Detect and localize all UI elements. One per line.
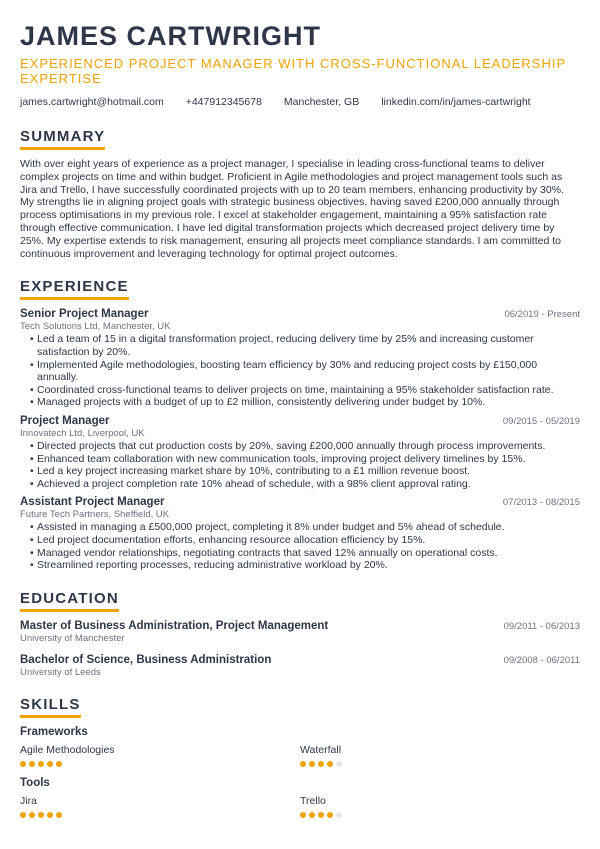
rating-dot-filled: [327, 812, 333, 818]
contact-row: [20, 96, 580, 108]
job-bullet: • Led a team of 15 in a digital transformation project, reducing delivery time by 25% and increasing customer satisfaction by 20%.: [30, 333, 580, 358]
job-bullet: • Streamlined reporting processes, reducing administrative workload by 20%.: [30, 559, 580, 572]
skill-rating: [300, 761, 580, 767]
rating-dot-filled: [318, 812, 324, 818]
degree-title: Bachelor of Science, Business Administration: [20, 653, 272, 666]
school-name: University of Leeds: [20, 666, 101, 678]
rating-dot-filled: [327, 761, 333, 767]
job-entry: [20, 415, 580, 490]
rating-dot-filled: [300, 761, 306, 767]
rating-dot-filled: [309, 761, 315, 767]
job-entry: [20, 308, 580, 409]
summary-section: [20, 128, 580, 260]
section-title-education: EDUCATION: [20, 590, 119, 612]
skill-item: [20, 744, 300, 767]
job-dates: 07/2013 - 08/2015: [502, 497, 580, 509]
education-entry: [20, 654, 580, 678]
rating-dot-filled: [47, 812, 53, 818]
section-title-summary: SUMMARY: [20, 128, 105, 150]
job-company: Future Tech Partners, Sheffield, UK: [20, 509, 170, 521]
section-title-experience: EXPERIENCE: [20, 278, 129, 300]
rating-dot-filled: [56, 812, 62, 818]
skill-item: [20, 795, 300, 818]
rating-dot-empty: [336, 812, 342, 818]
job-bullet: • Enhanced team collaboration with new communication tools, improving project delivery timelines by 15%.: [30, 453, 580, 466]
job-dates: 09/2015 - 05/2019: [502, 415, 580, 427]
job-company: Innovatech Ltd, Liverpool, UK: [20, 427, 145, 439]
education-dates: 09/2011 - 06/2013: [503, 620, 580, 632]
job-company: Tech Solutions Ltd, Manchester, UK: [20, 321, 171, 333]
education-entry: [20, 620, 580, 644]
experience-section: [20, 278, 580, 571]
job-dates: 06/2019 - Present: [504, 309, 580, 321]
skills-row: [20, 744, 580, 767]
job-bullet: • Achieved a project completion rate 10% ahead of schedule, with a 98% client approval rating.: [30, 478, 580, 491]
rating-dot-empty: [336, 761, 342, 767]
job-entry: [20, 496, 580, 571]
job-bullet: • Implemented Agile methodologies, boosting team efficiency by 30% and reducing project costs by £150,000 annually.: [30, 359, 580, 384]
education-dates: 09/2008 - 06/2011: [503, 654, 580, 666]
rating-dot-filled: [300, 812, 306, 818]
skill-name: Waterfall: [300, 743, 342, 756]
skills-group-title: Tools: [20, 776, 50, 789]
job-bullet: • Managed vendor relationships, negotiating contracts that saved 12% annually on operational costs.: [30, 547, 580, 560]
location-text: Manchester, GB: [283, 96, 360, 108]
job-title: Senior Project Manager: [20, 308, 149, 321]
rating-dot-filled: [38, 812, 44, 818]
skill-name: Trello: [300, 794, 326, 807]
rating-dot-filled: [56, 761, 62, 767]
rating-dot-filled: [20, 812, 26, 818]
email-link[interactable]: james.cartwright@hotmail.com: [20, 96, 164, 108]
rating-dot-filled: [29, 812, 35, 818]
job-bullet: • Led project documentation efforts, enhancing resource allocation efficiency by 15%.: [30, 534, 580, 547]
job-bullet: • Managed projects with a budget of up to £2 million, consistently delivering under budget by 10%.: [30, 396, 580, 409]
school-name: University of Manchester: [20, 632, 125, 644]
skill-rating: [300, 812, 580, 818]
rating-dot-filled: [318, 761, 324, 767]
rating-dot-filled: [20, 761, 26, 767]
skills-section: [20, 696, 580, 818]
degree-title: Master of Business Administration, Project Management: [20, 619, 329, 632]
rating-dot-filled: [38, 761, 44, 767]
job-bullet: • Led a key project increasing market share by 10%, contributing to a £1 million revenue boost.: [30, 465, 580, 478]
job-title: Project Manager: [20, 414, 110, 427]
skill-rating: [20, 812, 300, 818]
job-bullet: • Directed projects that cut production costs by 20%, saving £200,000 annually through process improvements.: [30, 440, 580, 453]
job-bullets: [20, 440, 580, 490]
skills-row: [20, 795, 580, 818]
section-title-skills: SKILLS: [20, 696, 81, 718]
headline: EXPERIENCED PROJECT MANAGER WITH CROSS-FUNCTIONAL LEADERSHIP EXPERTISE: [20, 56, 566, 86]
job-bullets: [20, 333, 580, 409]
skill-item: [300, 744, 580, 767]
linkedin-link[interactable]: linkedin.com/in/james-cartwright: [381, 96, 531, 108]
phone-text: +447912345678: [185, 96, 262, 108]
rating-dot-filled: [309, 812, 315, 818]
education-section: [20, 590, 580, 678]
skills-group-title: Frameworks: [20, 725, 88, 738]
job-title: Assistant Project Manager: [20, 496, 165, 509]
skill-item: [300, 795, 580, 818]
rating-dot-filled: [47, 761, 53, 767]
job-bullet: • Assisted in managing a £500,000 project, completing it 8% under budget and 5% ahead of schedule.: [30, 521, 580, 534]
skill-rating: [20, 761, 300, 767]
job-bullet: • Coordinated cross-functional teams to deliver projects on time, maintaining a 95% stakeholder satisfaction rate.: [30, 384, 580, 397]
rating-dot-filled: [29, 761, 35, 767]
skill-name: Jira: [20, 794, 37, 807]
candidate-name: JAMES CARTWRIGHT: [20, 21, 321, 51]
summary-text: With over eight years of experience as a project manager, I specialise in leading cross-functional teams to deliver complex projects on time and within budget. Proficient in Agile methodologies and project management tools such as Jira and Trello, I have successfully coordinated projects with up to 20 team members, enhancing productivity by 30%. My strengths lie in aligning project goals with strategic business objectives, having saved £200,000 annually through process optimisations in my previous role. I excel at stakeholder engagement, maintaining a 95% satisfaction rate through effective communication. I have led digital transformation projects which decreased project delivery time by 25%. My expertise extends to risk management, ensuring all projects meet compliance standards. I am committed to continuous improvement and leveraging technology for optimal project outcomes.: [20, 158, 564, 260]
skill-name: Agile Methodologies: [20, 743, 115, 756]
job-bullets: [20, 521, 580, 571]
